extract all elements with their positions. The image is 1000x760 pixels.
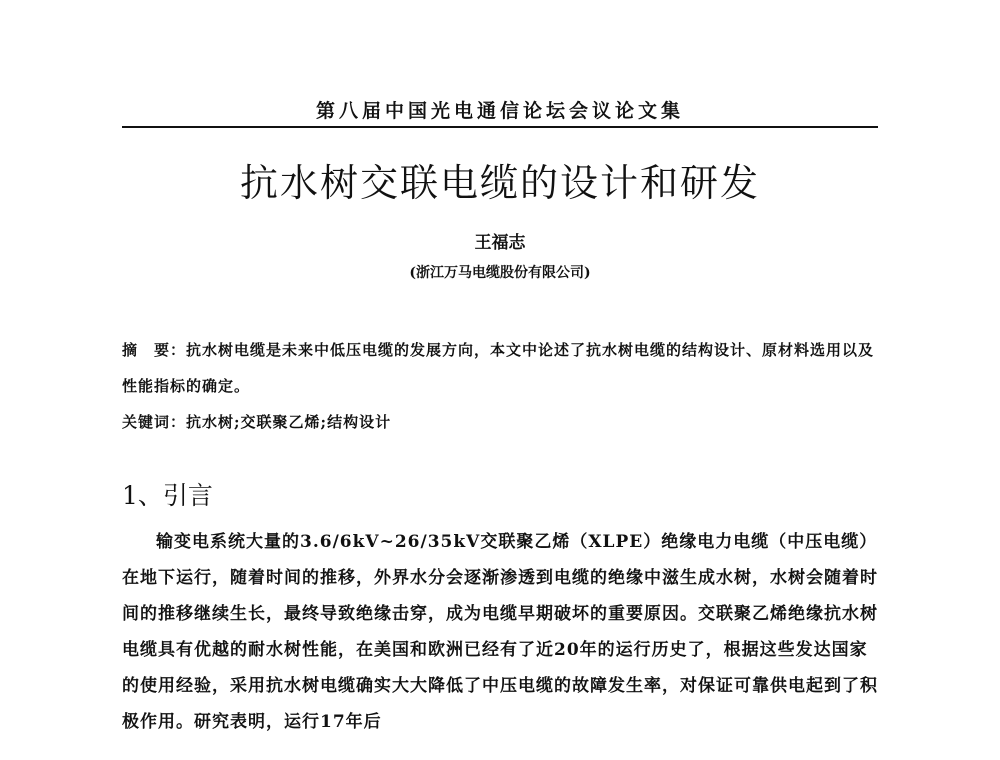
abstract-label: 摘 要： [122, 341, 187, 359]
paper-title: 抗水树交联电缆的设计和研发 [239, 161, 760, 205]
abstract [122, 332, 882, 404]
author-name: 王福志 [474, 233, 526, 253]
keywords [122, 404, 882, 440]
proceedings-header: 第八届中国光电通信论坛会议论文集 [315, 100, 684, 122]
abstract-text: 抗水树电缆是未来中低压电缆的发展方向，本文中论述了抗水树电缆的结构设计、原材料选用以及性能指标的确定。 [122, 341, 875, 395]
keywords-label: 关键词： [122, 413, 187, 431]
header-divider [122, 126, 878, 128]
section-heading: 1、引言 [122, 481, 213, 510]
keywords-text: 抗水树;交联聚乙烯;结构设计 [186, 413, 392, 431]
author-affiliation: (浙江万马电缆股份有限公司) [409, 265, 591, 281]
introduction-paragraph: 输变电系统大量的3.6/6kV~26/35kV交联聚乙烯（XLPE）绝缘电力电缆（中压电缆）在地下运行，随着时间的推移，外界水分会逐渐渗透到电缆的绝缘中滋生成水树，水树会随着时间的推移继续生长，最终导致绝缘击穿，成为电缆早期破坏的重要原因。交联聚乙烯绝缘抗水树电缆具有优越的耐水树性能，在美国和欧洲已经有了近20年的运行历史了，根据这些发达国家的使用经验，采用抗水树电缆确实大大降低了中压电缆的故障发生率，对保证可靠供电起到了积极作用。研究表明，运行17年后 [122, 532, 878, 732]
